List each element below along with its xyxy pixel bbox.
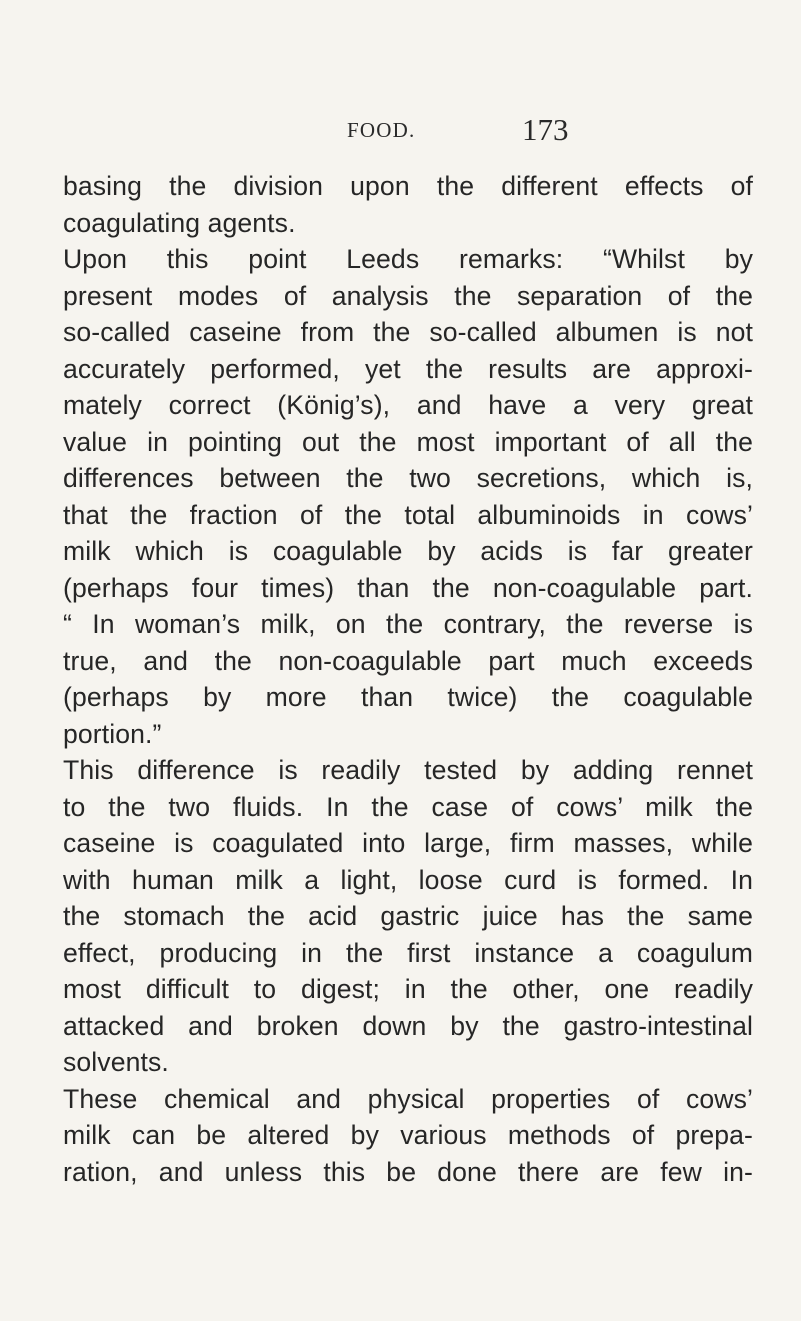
text-line: most difficult to digest; in the other, one readily [63, 974, 753, 1004]
text-line: mately correct (König’s), and have a very great [63, 390, 753, 420]
text-line: coagulating agents. [63, 207, 296, 238]
text-line: “ In woman’s milk, on the contrary, the reverse is [63, 609, 753, 639]
text-line: portion.” [63, 718, 162, 749]
text-line: caseine is coagulated into large, firm masses, while [63, 828, 753, 858]
text-line: with human milk a light, loose curd is formed. In [63, 864, 753, 895]
text-line: Upon this point Leeds remarks: “Whilst by [63, 244, 753, 274]
text-line: milk which is coagulable by acids is far greater [63, 536, 753, 566]
running-head-title: FOOD. [347, 118, 416, 142]
text-line: (perhaps four times) than the non-coagulable part. [63, 572, 753, 603]
text-line: accurately performed, yet the results are approxi- [63, 353, 753, 384]
text-line: ration, and unless this be done there are few in- [63, 1156, 753, 1187]
text-line: so-called caseine from the so-called albumen is not [63, 317, 753, 347]
text-line: the stomach the acid gastric juice has the same [63, 901, 753, 931]
text-line: These chemical and physical properties of cows’ [63, 1083, 753, 1114]
running-head [0, 108, 801, 148]
text-line: This difference is readily tested by adding rennet [63, 755, 753, 785]
text-line: true, and the non-coagulable part much exceeds [63, 645, 753, 676]
text-line: attacked and broken down by the gastro-intestinal [63, 1010, 753, 1041]
text-line: basing the division upon the different effects of [63, 171, 753, 201]
body-text [63, 168, 753, 1190]
text-line: to the two fluids. In the case of cows’ milk the [63, 791, 753, 822]
text-line: differences between the two secretions, which is, [63, 463, 753, 493]
text-line: (perhaps by more than twice) the coagulable [63, 682, 753, 712]
text-line: solvents. [63, 1047, 169, 1077]
text-line: value in pointing out the most important of all the [63, 426, 753, 457]
text-line: present modes of analysis the separation of the [63, 280, 753, 311]
text-line: effect, producing in the first instance a coagulum [63, 937, 753, 968]
text-line: that the fraction of the total albuminoids in cows’ [63, 499, 753, 530]
text-line: milk can be altered by various methods of prepa- [63, 1120, 753, 1150]
page-number: 173 [522, 112, 569, 147]
